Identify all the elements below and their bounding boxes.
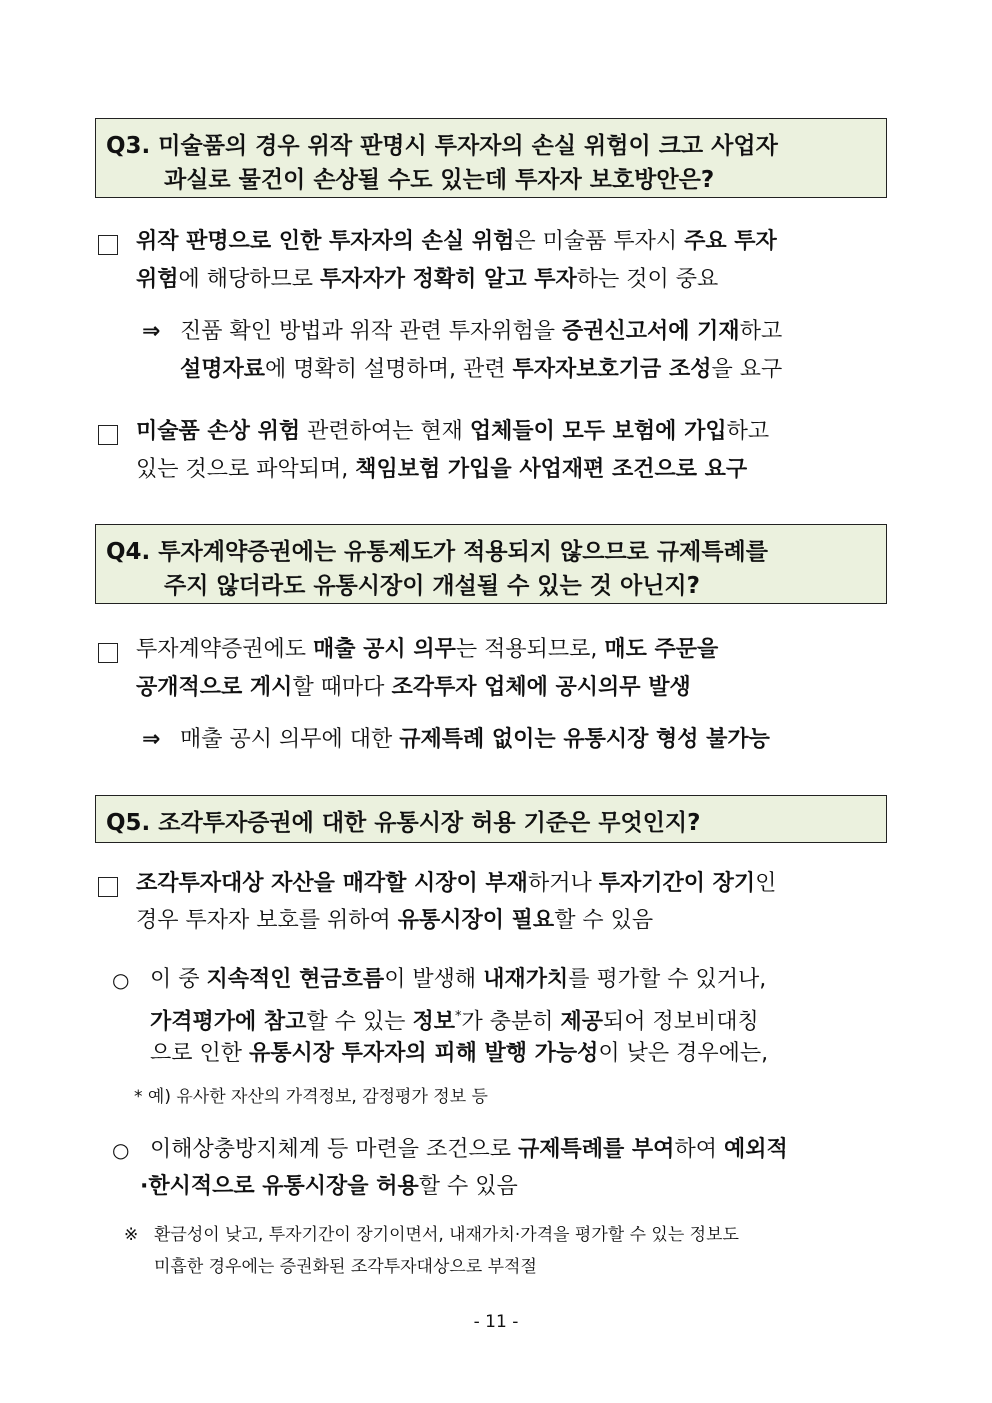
q5-bullet1-text: 를 평가할 수 있거나, <box>568 967 767 992</box>
arrow-icon: ⇒ <box>142 319 161 344</box>
q5-bullet2-line1 <box>150 1134 788 1166</box>
q5-bullet2-bold: ·한시적으로 유통시장을 허용 <box>140 1174 419 1199</box>
q5-bullet2-bold: 예외적 <box>723 1137 788 1162</box>
q5-bullet1-text: 이 중 <box>150 967 207 992</box>
q4-arrow-bold: 규제특례 없이는 유통시장 형성 불가능 <box>399 727 770 752</box>
q3-answer2-bold: 책임보험 가입을 사업재편 조건으로 요구 <box>355 457 748 482</box>
q3-answer1-text: 에 해당하므로 <box>178 267 321 292</box>
q5-bullet1-bold: 가격평가에 참고 <box>150 1009 307 1035</box>
q5-bullet1-bold: 지속적인 현금흐름 <box>206 967 385 992</box>
q4-arrow-text: 매출 공시 의무에 대한 <box>180 727 400 752</box>
q4-line1: Q4. 투자계약증권에는 유통제도가 적용되지 않으므로 규제특례를 <box>106 539 768 565</box>
q5-answer1-bold: 투자기간이 장기 <box>598 871 756 896</box>
q5-bullet2-text: 할 수 있음 <box>418 1174 518 1199</box>
q4-answer1-line1 <box>136 634 718 666</box>
q3-answer2-text: 있는 것으로 파악되며, <box>136 457 356 482</box>
q4-answer1-bold: 매도 주문을 <box>604 637 719 662</box>
q5-answer1-line2 <box>136 905 653 937</box>
q4-line2: 주지 않더라도 유통시장이 개설될 수 있는 것 아닌지? <box>164 573 700 599</box>
q3-answer1-bold: 위작 판명으로 인한 투자자의 손실 위험 <box>136 229 515 254</box>
q5-bullet1-text: 이 낮은 경우에는, <box>598 1041 769 1066</box>
footnote-marker: * <box>454 1009 462 1024</box>
q3-answer2-bold: 미술품 손상 위험 <box>136 419 301 444</box>
q3-arrow-text: 을 요구 <box>711 357 783 382</box>
q3-arrow-bold: 증권신고서에 기재 <box>562 319 740 344</box>
q4-answer1-bold: 매출 공시 의무 <box>313 637 456 662</box>
q3-arrow-line2 <box>180 354 782 386</box>
q5-answer1-text: 경우 투자자 보호를 위하여 <box>136 908 398 933</box>
q5-bullet1-bold: 내재가치 <box>483 967 569 992</box>
q5-answer1-bold: 조각투자대상 자산을 매각할 시장이 부재 <box>136 871 528 896</box>
q3-answer1-bold: 위험 <box>136 267 179 292</box>
q5-line1: Q5. 조각투자증권에 대한 유통시장 허용 기준은 무엇인지? <box>106 810 701 836</box>
q5-bullet1-text: 이 발생해 <box>384 967 484 992</box>
q3-answer1-line2 <box>136 264 718 296</box>
q3-answer1-bold: 투자자가 정확히 알고 투자 <box>320 267 577 292</box>
checkbox-icon <box>98 235 118 255</box>
q5-bullet1-text: 되어 정보비대칭 <box>602 1009 759 1035</box>
q4-answer1-bold: 공개적으로 게시 <box>136 675 293 700</box>
q5-bullet1-line1 <box>150 964 766 996</box>
q3-arrow-text: 하고 <box>739 319 783 344</box>
q4-arrow-line <box>180 724 770 756</box>
checkbox-icon <box>98 643 118 663</box>
q5-bullet2-line2 <box>140 1171 518 1203</box>
reference-mark-icon: ※ <box>124 1225 139 1245</box>
q3-line2: 과실로 물건이 손상될 수도 있는데 투자자 보호방안은? <box>164 167 715 193</box>
circle-bullet-icon: ○ <box>112 1138 130 1162</box>
question-box-q5 <box>95 795 887 843</box>
arrow-icon: ⇒ <box>142 727 161 752</box>
q3-arrow-bold: 설명자료 <box>180 357 266 382</box>
q3-answer2-bold: 업체들이 모두 보험에 가입 <box>469 419 727 444</box>
page-number: - 11 - <box>473 1312 519 1332</box>
q3-arrow-bold: 투자자보호기금 조성 <box>512 357 712 382</box>
q5-answer1-text: 할 수 있음 <box>554 908 654 933</box>
q5-answer1-text: 하거나 <box>527 871 599 896</box>
q3-answer1-text: 하는 것이 중요 <box>576 267 719 292</box>
q3-arrow-line1 <box>180 316 782 348</box>
q5-answer1-text: 인 <box>755 871 777 896</box>
question-box-q3 <box>95 118 887 198</box>
q4-answer1-text: 할 때마다 <box>292 675 392 700</box>
q3-line1: Q3. 미술품의 경우 위작 판명시 투자자의 손실 위험이 크고 사업자 <box>106 133 778 159</box>
q5-bullet2-bold: 규제특례를 부여 <box>518 1137 675 1162</box>
checkbox-icon <box>98 877 118 897</box>
q4-answer1-bold: 조각투자 업체에 공시의무 발생 <box>391 675 691 700</box>
q5-bullet2-text: 하여 <box>674 1137 724 1162</box>
q5-bullet2-text: 이해상충방지체계 등 마련을 조건으로 <box>150 1137 519 1162</box>
q5-answer1-line1 <box>136 868 776 900</box>
q4-answer1-line2 <box>136 672 691 704</box>
q5-bullet1-text: 으로 인한 <box>150 1041 249 1066</box>
q3-answer1-text: 은 미술품 투자시 <box>514 229 685 254</box>
checkbox-icon <box>98 425 118 445</box>
q4-answer1-text: 투자계약증권에도 <box>136 637 314 662</box>
q3-answer2-text: 관련하여는 현재 <box>300 419 470 444</box>
q3-answer2-line2 <box>136 454 747 486</box>
q5-bullet1-bold: 정보 <box>412 1009 455 1035</box>
question-box-q4 <box>95 524 887 604</box>
q3-answer2-line1 <box>136 416 769 448</box>
q5-bullet1-text: 할 수 있는 <box>306 1009 413 1035</box>
note-line2: 미흡한 경우에는 증권화된 조각투자대상으로 부적절 <box>154 1257 537 1277</box>
q5-bullet1-line2 <box>150 1001 759 1038</box>
q3-answer2-text: 하고 <box>726 419 770 444</box>
q4-answer1-text: 는 적용되므로, <box>455 637 605 662</box>
q5-bullet1-line3 <box>150 1038 768 1070</box>
q5-bullet1-bold: 제공 <box>560 1009 603 1035</box>
circle-bullet-icon: ○ <box>112 968 130 992</box>
q3-arrow-text: 에 명확히 설명하며, 관련 <box>265 357 513 382</box>
q3-answer1-line1 <box>136 226 777 258</box>
q5-answer1-bold: 유통시장이 필요 <box>397 908 555 933</box>
q5-bullet1-bold: 유통시장 투자자의 피해 발행 가능성 <box>249 1041 599 1066</box>
q3-arrow-text: 진품 확인 방법과 위작 관련 투자위험을 <box>180 319 562 344</box>
footnote: * 예) 유사한 자산의 가격정보, 감정평가 정보 등 <box>134 1087 488 1107</box>
note-line1: 환금성이 낮고, 투자기간이 장기이면서, 내재가치·가격을 평가할 수 있는 정보도 <box>154 1225 739 1245</box>
q5-bullet1-text: 가 충분히 <box>461 1009 561 1035</box>
q3-answer1-bold: 주요 투자 <box>684 229 777 254</box>
